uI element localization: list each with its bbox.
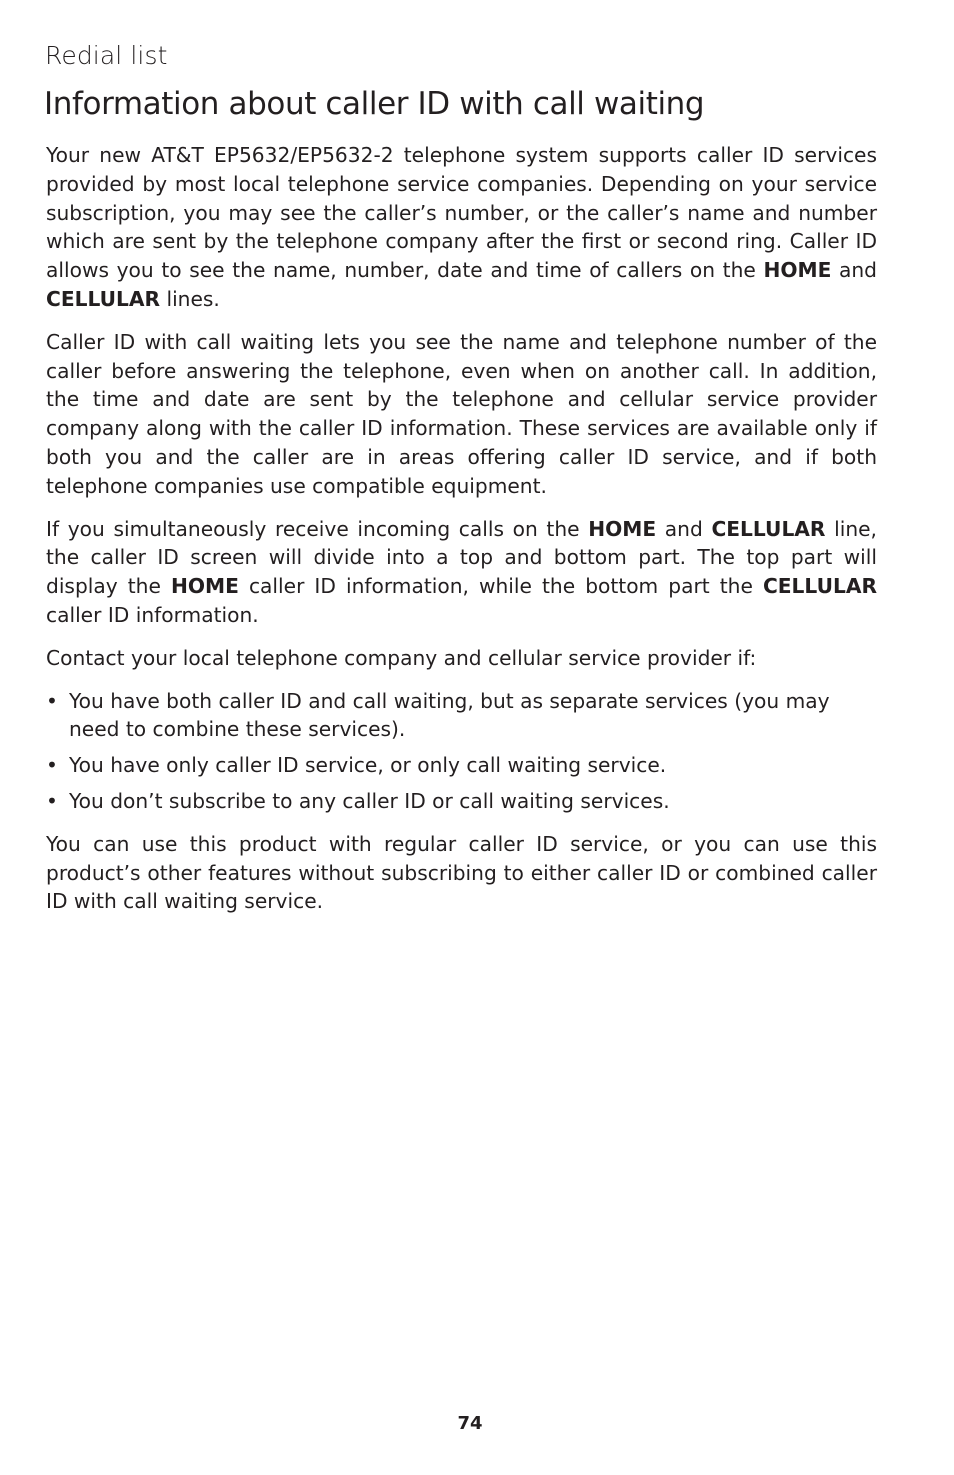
bullet-icon: • — [46, 753, 58, 778]
paragraph-call-waiting — [46, 328, 877, 501]
home-keyword: HOME — [588, 516, 657, 541]
paragraph-text: If you simultaneously receive incoming calls on the — [46, 516, 589, 541]
paragraph-text: Contact your local telephone company and cellular service provider if: — [46, 645, 757, 670]
page-title: Information about caller ID with call waiting — [44, 86, 705, 122]
home-keyword: HOME — [763, 258, 832, 283]
paragraph-text: and — [656, 516, 712, 541]
paragraph-text: Your new AT&T EP5632/EP5632-2 telephone system supports caller ID services provided by most local telephone service companies. Depending on your service subscription, you may see the caller’s number, or the caller’s name and number which are sent by the telephone company after the first or second ring. Caller ID allows you to see the name, number, date and time of callers on the — [46, 143, 877, 283]
paragraph-text: caller ID information, while the bottom part the — [238, 574, 763, 599]
section-header: Redial list — [45, 41, 168, 70]
paragraph-text: You can use this product with regular caller ID service, or you can use this product’s other features without subscribing to either caller ID or combined caller ID with call waiting service. — [46, 831, 877, 914]
list-item — [46, 787, 877, 816]
body-content — [46, 141, 877, 930]
cellular-keyword: CELLULAR — [762, 574, 877, 599]
list-item — [46, 751, 877, 780]
paragraph-text: lines. — [160, 286, 220, 311]
list-item-text: You don’t subscribe to any caller ID or call waiting services. — [69, 788, 670, 813]
list-item-text: You have both caller ID and call waiting, but as separate services (you may need to combine these services). — [69, 688, 830, 742]
paragraph-text: Caller ID with call waiting lets you see the name and telephone number of the caller before answering the telephone, even when on another call. In addition, the time and date are sent by the telephone and cellular service provider company along with the caller ID information. These services are available only if both you and the caller are in areas offering caller ID service, and if both telephone companies use compatible equipment. — [46, 329, 877, 498]
bullet-list — [46, 687, 877, 816]
paragraph-text: caller ID information. — [46, 602, 259, 627]
cellular-keyword: CELLULAR — [46, 286, 161, 311]
bullet-icon: • — [46, 688, 58, 713]
paragraph-product-usage — [46, 830, 877, 916]
list-item — [46, 687, 877, 745]
page-number: 74 — [457, 1413, 483, 1434]
paragraph-caller-id-intro — [46, 141, 877, 314]
cellular-keyword: CELLULAR — [711, 516, 826, 541]
paragraph-text: line, the caller ID screen will divide into a top and bottom part. The top part will display the — [46, 516, 877, 599]
list-item-text: You have only caller ID service, or only call waiting service. — [69, 753, 667, 778]
paragraph-text: and — [831, 258, 877, 283]
home-keyword: HOME — [170, 574, 239, 599]
paragraph-contact-provider — [46, 644, 877, 673]
bullet-icon: • — [46, 788, 58, 813]
paragraph-simultaneous-calls — [46, 515, 877, 630]
